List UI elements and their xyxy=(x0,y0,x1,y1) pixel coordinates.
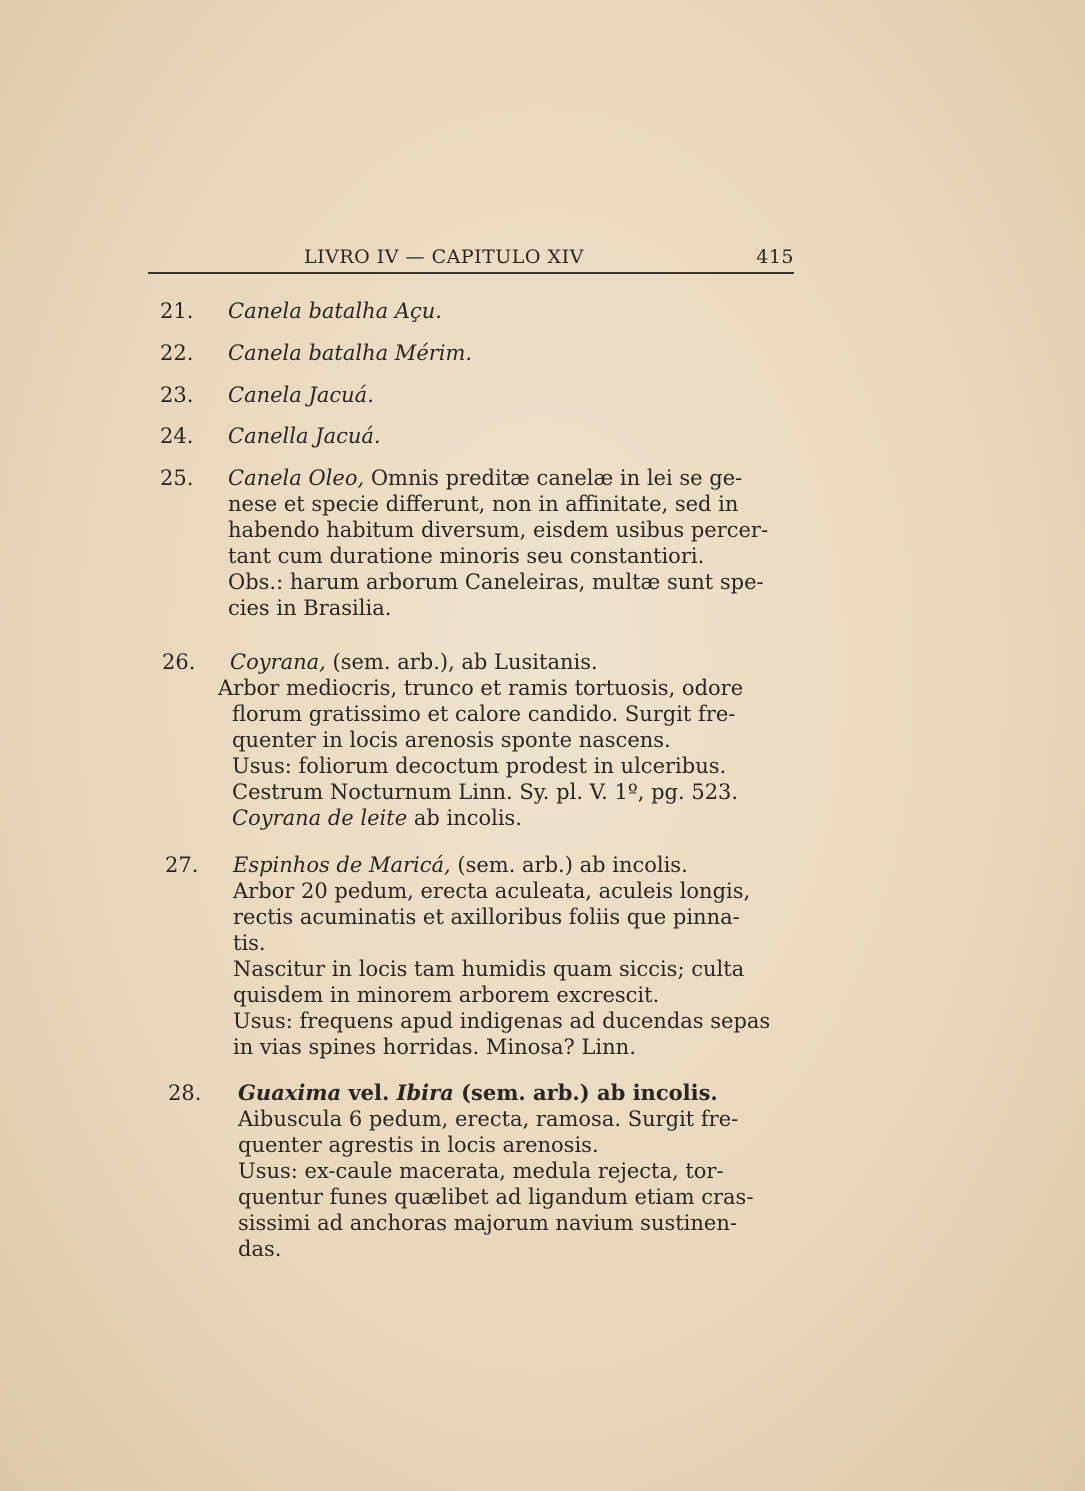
text-line: Usus: frequens apud indigenas ad ducendas sepas xyxy=(233,1009,771,1033)
entry-text xyxy=(228,465,768,621)
text-line: Usus: foliorum decoctum prodest in ulceribus. xyxy=(232,754,727,778)
text-line: Usus: ex-caule macerata, medula rejecta, tor- xyxy=(238,1159,724,1183)
text-line: nese et specie differunt, non in affinitate, sed in xyxy=(228,492,739,516)
text-line: Arbor 20 pedum, erecta aculeata, aculeis longis, xyxy=(233,879,751,903)
entry-number: 28. xyxy=(168,1081,202,1105)
entry-text xyxy=(228,423,381,449)
entry-text xyxy=(228,340,472,366)
plant-name: Canela batalha Mérim. xyxy=(228,341,473,365)
text-line: Omnis preditæ canelæ in lei se ge- xyxy=(364,466,743,490)
text-line: habendo habitum diversum, eisdem usibus percer- xyxy=(228,518,769,542)
text-line: quenter in locis arenosis sponte nascens. xyxy=(232,728,671,752)
entry-number: 22. xyxy=(160,341,194,365)
plant-name: Espinhos de Maricá, xyxy=(233,853,451,877)
entry-number: 26. xyxy=(162,650,196,674)
text-line: Aibuscula 6 pedum, erecta, ramosa. Surgit fre- xyxy=(238,1107,739,1131)
text-line: Obs.: harum arborum Caneleiras, multæ sunt spe- xyxy=(228,570,764,594)
entry-description xyxy=(218,675,743,701)
chapter-title: LIVRO IV — CAPITULO XIV xyxy=(304,246,584,268)
entry-text xyxy=(238,1080,753,1262)
entry-text xyxy=(228,382,374,408)
text-line: rectis acuminatis et axilloribus foliis que pinna- xyxy=(233,905,740,929)
entry-text xyxy=(228,298,442,324)
text-line: in vias spines horridas. Minosa? Linn. xyxy=(233,1035,636,1059)
text-line: Cestrum Nocturnum Linn. Sy. pl. V. 1º, pg. 523. xyxy=(232,780,739,804)
text-line: Arbor mediocris, trunco et ramis tortuosis, odore xyxy=(218,676,744,700)
text-line: tis. xyxy=(233,931,266,955)
entry-text xyxy=(230,649,598,675)
running-header xyxy=(148,244,794,274)
text-line: (sem. arb.) ab incolis. xyxy=(453,1080,718,1105)
entry-text xyxy=(233,852,770,1060)
text-line: (sem. arb.), ab Lusitanis. xyxy=(325,650,598,674)
entry-number: 27. xyxy=(165,853,199,877)
entry-number: 25. xyxy=(160,466,194,490)
entry-number: 21. xyxy=(160,299,194,323)
text-line: das. xyxy=(238,1237,282,1261)
plant-name: Canela batalha Açu. xyxy=(228,299,442,323)
text-line: sissimi ad anchoras majorum navium sustinen- xyxy=(238,1211,737,1235)
plant-name: Canela Oleo, xyxy=(228,466,365,490)
text-line: florum gratissimo et calore candido. Surgit fre- xyxy=(232,702,736,726)
text-line: Nascitur in locis tam humidis quam siccis; culta xyxy=(233,957,745,981)
text-line: (sem. arb.) ab incolis. xyxy=(450,853,688,877)
plant-name: Canela Jacuá. xyxy=(228,383,374,407)
text-line: vel. xyxy=(341,1080,397,1105)
text-line: cies in Brasilia. xyxy=(228,596,392,620)
entry-number: 23. xyxy=(160,383,194,407)
entry-description xyxy=(232,701,738,831)
plant-name: Canella Jacuá. xyxy=(228,424,381,448)
text-line: tant cum duratione minoris seu constantiori. xyxy=(228,544,705,568)
plant-name: Guaxima xyxy=(238,1080,342,1105)
text-line: quisdem in minorem arborem excrescit. xyxy=(233,983,660,1007)
page-number: 415 xyxy=(756,246,794,268)
plant-name: Coyrana, xyxy=(230,650,326,674)
entry-number: 24. xyxy=(160,424,194,448)
text-line: quenter agrestis in locis arenosis. xyxy=(238,1133,599,1157)
plant-name: Ibira xyxy=(396,1080,454,1105)
text-line: ab incolis. xyxy=(407,806,522,830)
text-line: quentur funes quælibet ad ligandum etiam cras- xyxy=(238,1185,754,1209)
plant-name: Coyrana de leite xyxy=(232,806,408,830)
